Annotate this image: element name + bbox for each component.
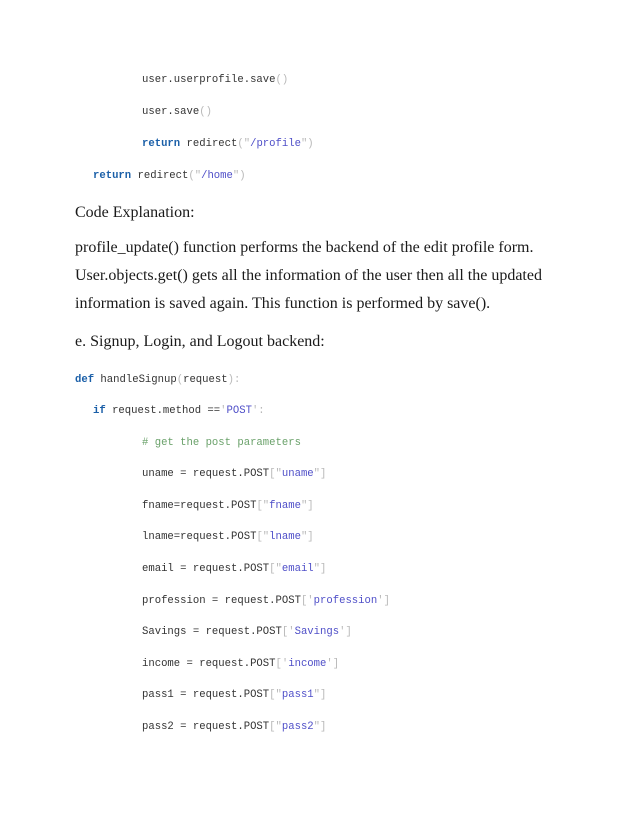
code-punct: [" [269,721,282,733]
code-punct: () [199,106,212,118]
code-line-if [93,404,265,418]
code-line-user-save [142,105,212,119]
explanation-line: information is saved again. This function is performed by save(). [75,295,491,312]
code-punct: '] [326,658,340,670]
code-string: email [281,563,314,575]
code-keyword: return [142,138,181,150]
code-string: uname [281,468,314,480]
code-punct: [' [300,595,314,607]
code-line-assignment [142,499,314,513]
code-text: handleSignup [94,374,177,386]
code-text: email = request.POST [142,563,270,575]
code-text: income = request.POST [142,658,276,670]
code-punct: [" [269,563,282,575]
code-text: user.userprofile.save [142,74,276,86]
code-string: /profile [250,138,301,150]
code-punct: ") [232,170,246,182]
code-text: lname=request.POST [142,531,257,543]
code-text: request.method == [105,405,221,417]
code-line-userprofile-save [142,73,288,87]
code-text: redirect [131,170,189,182]
code-string: lname [269,531,301,543]
explanation-heading: Code Explanation: [75,204,195,221]
code-punct: ': [251,405,265,417]
explanation-line: User.objects.get() gets all the information of the user then all the updated [75,267,542,284]
code-line-def [75,373,240,387]
code-text: redirect [180,138,238,150]
code-punct: "] [313,721,327,733]
code-punct: ") [300,138,314,150]
code-text: fname=request.POST [142,500,257,512]
code-punct: ): [227,374,241,386]
code-punct: (" [237,138,251,150]
code-line-assignment [142,625,352,639]
code-line-assignment [142,657,339,671]
code-punct: '] [339,626,352,638]
code-line-return-home [93,169,246,183]
code-text: pass1 = request.POST [142,689,270,701]
code-string: profession [313,595,378,607]
code-line-assignment [142,688,326,702]
code-line-assignment [142,720,326,734]
code-keyword: return [93,170,132,182]
code-punct: ' [220,405,227,417]
code-punct: (" [188,170,202,182]
code-keyword: def [75,374,95,386]
code-text: pass2 = request.POST [142,721,270,733]
code-text: user.save [142,106,200,118]
code-punct: [' [281,626,295,638]
code-punct: [" [256,531,270,543]
code-line-assignment [142,530,314,544]
code-punct: "] [300,500,314,512]
code-string: Savings [294,626,340,638]
code-punct: '] [377,595,390,607]
code-punct: "] [313,689,327,701]
code-text: Savings = request.POST [142,626,282,638]
code-line-assignment [142,562,326,576]
code-line-return-profile [142,137,314,151]
code-string: income [288,658,327,670]
code-punct: [' [275,658,289,670]
code-text: uname = request.POST [142,468,270,480]
code-text: profession = request.POST [142,595,301,607]
section-heading: e. Signup, Login, and Logout backend: [75,333,325,350]
code-string: POST [226,405,252,417]
code-punct: [" [256,500,270,512]
code-punct: [" [269,689,282,701]
code-comment: # get the post parameters [142,437,301,449]
code-punct: [" [269,468,282,480]
code-line-assignment [142,594,390,608]
code-punct: ( [176,374,184,386]
code-string: fname [269,500,301,512]
code-text: request [183,374,228,386]
code-punct: "] [313,468,327,480]
code-string: pass1 [281,689,314,701]
code-line-assignment [142,467,326,481]
explanation-line: profile_update() function performs the backend of the edit profile form. [75,239,534,256]
code-punct: "] [300,531,314,543]
code-keyword: if [93,405,106,417]
code-string: /home [201,170,233,182]
code-punct: () [275,74,289,86]
code-string: pass2 [281,721,314,733]
code-punct: "] [313,563,327,575]
